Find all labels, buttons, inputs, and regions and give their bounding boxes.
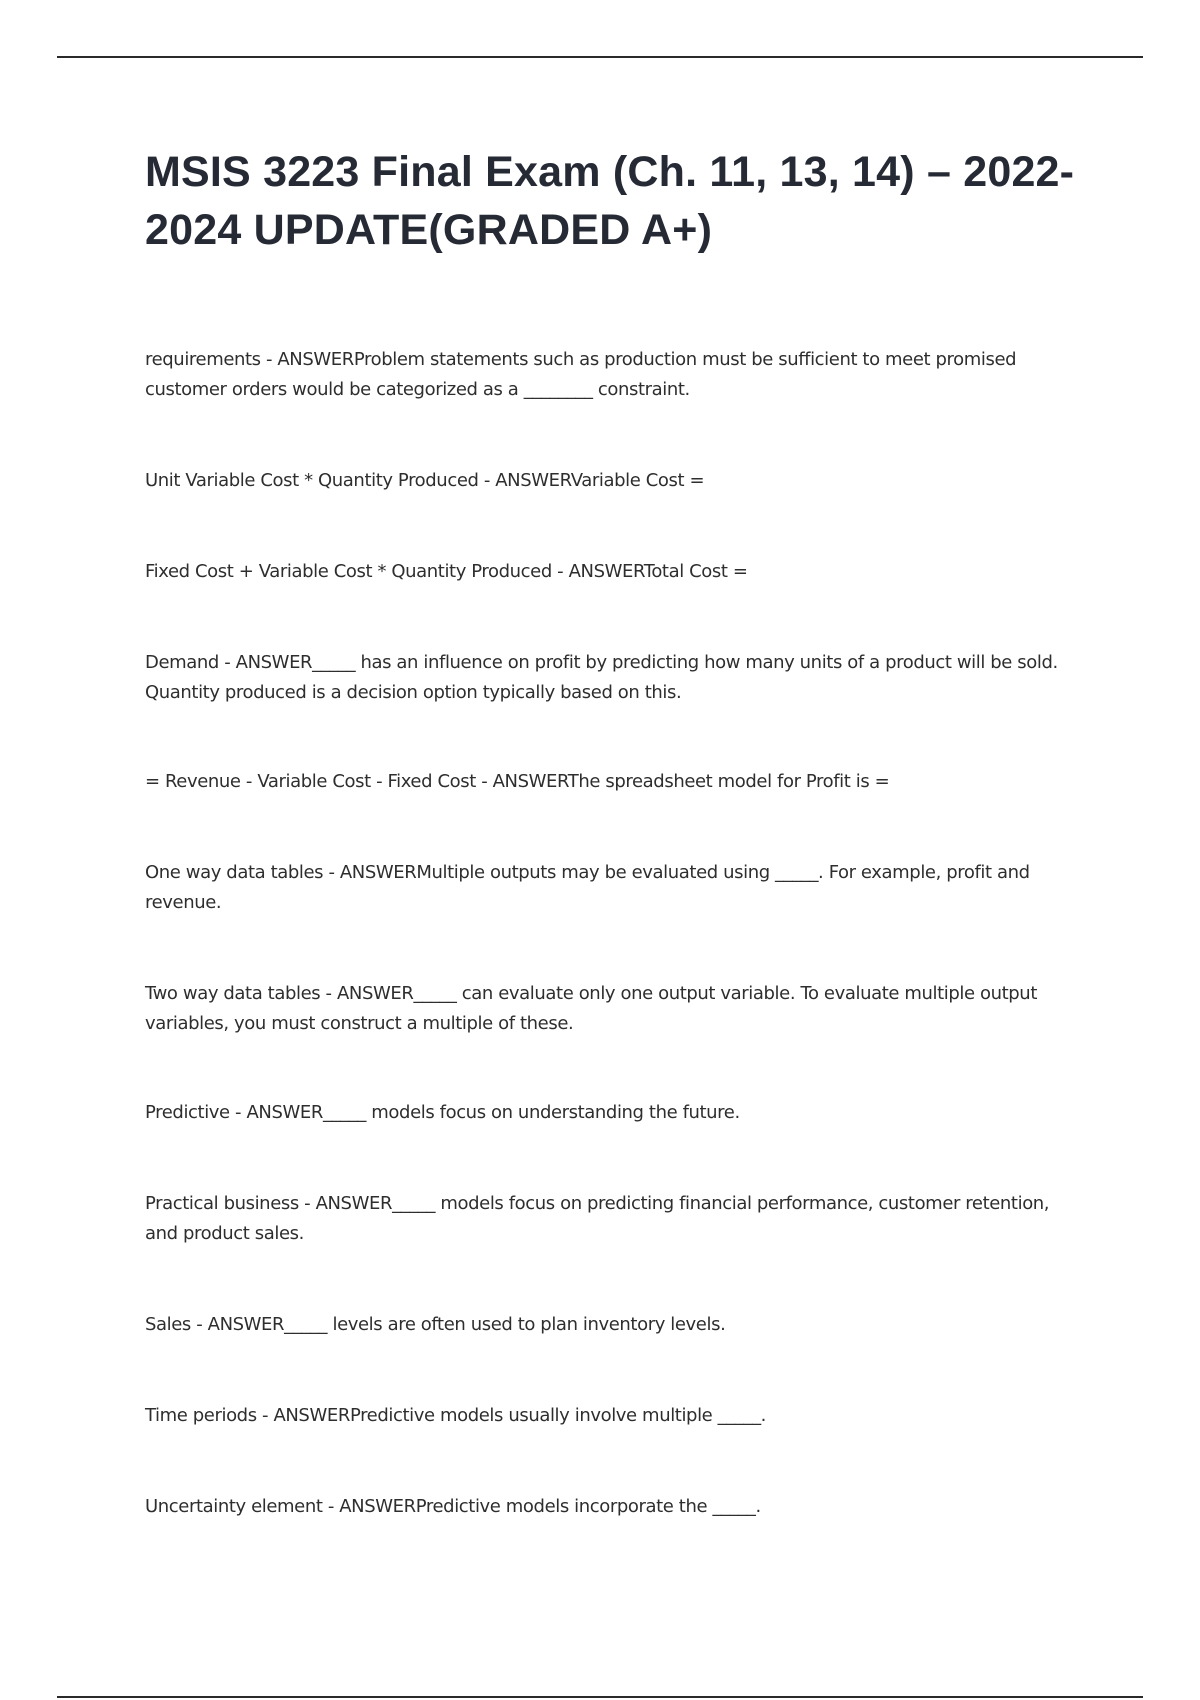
answer-text: Predictive <box>145 1102 230 1123</box>
answer-separator: - ANSWER <box>298 1193 393 1214</box>
answer-text: Time periods <box>145 1405 257 1426</box>
question-text: The spreadsheet model for Profit is = <box>567 771 890 792</box>
qa-item <box>145 1098 1065 1128</box>
top-rule <box>57 56 1143 58</box>
question-text: _____ has an influence on profit by predicting how many units of a product will be sold. Quantity produced is a decision option typically based on this. <box>145 652 1058 703</box>
question-text: Problem statements such as production must be sufficient to meet promised customer orders would be categorized as a ________ constraint. <box>145 349 1017 400</box>
answer-separator: - ANSWER <box>478 470 571 491</box>
question-text: _____ levels are often used to plan inventory levels. <box>284 1314 726 1335</box>
answer-text: Unit Variable Cost * Quantity Produced <box>145 470 479 491</box>
qa-item <box>145 1310 1065 1340</box>
question-text: Total Cost = <box>643 561 748 582</box>
answer-separator: - ANSWER <box>320 983 414 1004</box>
qa-item <box>145 1189 1065 1249</box>
qa-item <box>145 345 1065 405</box>
question-text: Predictive models usually involve multiple _____. <box>349 1405 767 1426</box>
answer-separator: - ANSWER <box>190 1314 285 1335</box>
answer-text: requirements <box>145 349 261 370</box>
answer-text: Practical business <box>145 1193 299 1214</box>
qa-item <box>145 1492 1065 1522</box>
answer-text: = Revenue - Variable Cost - Fixed Cost <box>145 771 476 792</box>
qa-item <box>145 979 1065 1039</box>
answer-text: Sales <box>145 1314 191 1335</box>
answer-separator: - ANSWER <box>260 349 354 370</box>
document-title: MSIS 3223 Final Exam (Ch. 11, 13, 14) – 2022-2024 UPDATE(GRADED A+) <box>145 148 1075 254</box>
qa-item <box>145 858 1065 918</box>
answer-text: Fixed Cost + Variable Cost * Quantity Produced <box>145 561 552 582</box>
answer-separator: - ANSWER <box>551 561 644 582</box>
question-text: _____ models focus on understanding the future. <box>322 1102 740 1123</box>
bottom-rule <box>57 1696 1143 1698</box>
answer-separator: - ANSWER <box>256 1405 350 1426</box>
answer-separator: - ANSWER <box>218 652 313 673</box>
question-text: Multiple outputs may be evaluated using _____. For example, profit and revenue. <box>145 862 1030 913</box>
answer-separator: - ANSWER <box>229 1102 323 1123</box>
answer-text: Uncertainty element <box>145 1496 323 1517</box>
answer-separator: - ANSWER <box>475 771 568 792</box>
question-text: Variable Cost = <box>570 470 705 491</box>
qa-item <box>145 767 1065 797</box>
question-text: _____ models focus on predicting financial performance, customer retention, and product sales. <box>145 1193 1050 1244</box>
answer-separator: - ANSWER <box>323 862 417 883</box>
answer-text: One way data tables <box>145 862 324 883</box>
question-text: _____ can evaluate only one output variable. To evaluate multiple output variables, you must construct a multiple of these. <box>145 983 1037 1034</box>
qa-item <box>145 648 1065 708</box>
answer-separator: - ANSWER <box>322 1496 416 1517</box>
qa-item <box>145 557 1065 587</box>
answer-text: Two way data tables <box>145 983 321 1004</box>
qa-item <box>145 1401 1065 1431</box>
qa-item <box>145 466 1065 496</box>
answer-text: Demand <box>145 652 219 673</box>
question-text: Predictive models incorporate the _____. <box>415 1496 761 1517</box>
